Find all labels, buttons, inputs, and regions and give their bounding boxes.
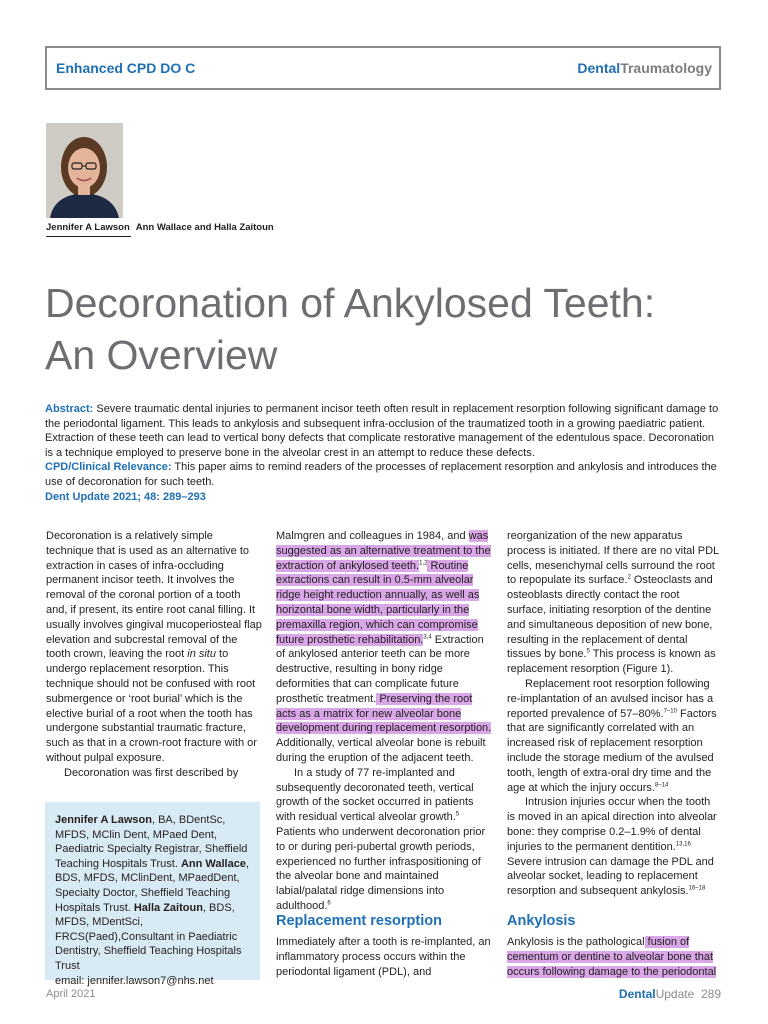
column-1 — [46, 529, 262, 781]
ref-sup: 5 — [455, 811, 460, 818]
ref-sup: 16–18 — [688, 885, 706, 892]
ref-sup: 3,4 — [423, 633, 432, 640]
heading-ankylosis: Ankylosis — [507, 913, 576, 929]
section-name: Traumatology — [620, 60, 712, 76]
author-underline — [46, 236, 131, 237]
highlight-1: was suggested as an alternative treatment to the extraction of ankylosed teeth. — [276, 530, 491, 572]
cpd-label: Enhanced CPD DO C — [56, 60, 196, 76]
info-cred-2: , BDS, MFDS, MClinDent, MPaedDent, Specialty Doctor, Sheffield Teaching Hospitals Trust. — [55, 857, 250, 914]
info-cred-3: , BDS, MFDS, MDentSci, FRCS(Paed),Consultant in Paediatric Dentistry, Sheffield Teaching Hospitals Trust — [55, 901, 242, 972]
col3-paragraph-1 — [507, 529, 721, 677]
title-line-2: An Overview — [45, 332, 278, 378]
col1-text-a: Decoronation is a relatively simple technique that is used as an alternative to extraction in cases of infra-occluding permanent incisor teeth. It involves the removal of the coronal portion of a tooth and, if present, its entire root canal filling. It usually involves gingival mucoperiosteal flap elevation and subcrestal removal of the tooth crown, leaving the root — [46, 530, 262, 661]
abstract-paragraph — [45, 402, 720, 460]
col3-text-b: Osteoclasts and osteoblasts directly contact the root surface, initiating resorption of the dentine and simultaneous deposition of new bone, resulting in the replacement of dental tissues by bone. — [507, 574, 713, 661]
col3-paragraph-4 — [507, 935, 721, 979]
footer-journal-name: Update — [655, 987, 695, 1001]
col2-paragraph-2 — [276, 766, 494, 914]
co-authors: Ann Wallace and Halla Zaitoun — [135, 222, 274, 233]
abstract — [45, 402, 720, 504]
citation: Dent Update 2021; 48: 289–293 — [45, 490, 206, 503]
info-name-1: Jennifer A Lawson — [55, 814, 152, 826]
col2-p2-text-b: Patients who underwent decoronation prior to or during peri-pubertal growth periods, experienced no further infraspositioning of the alveolar bone and maintained labial/palatal ridge dimensions into adulthood. — [276, 825, 486, 912]
author-photo — [46, 123, 123, 218]
col2-text-c: Additionally, vertical alveolar bone is rebuilt during the eruption of the adjacent teeth. — [276, 737, 486, 764]
footer-journal — [619, 987, 721, 1001]
ref-sup: 6 — [327, 900, 331, 907]
col3-p3-text-b: Severe intrusion can damage the PDL and alveolar socket, leading to replacement resorption and subsequent ankylosis. — [507, 855, 714, 898]
col2-paragraph-3: Immediately after a tooth is re-implanted, an inflammatory process occurs within the periodontal ligament (PDL), and — [276, 936, 491, 978]
col1-text-b: to undergo replacement resorption. This technique should not be confused with root submergence or ‘root burial’ which is the elective burial of a root when the tooth has undergone substantial traumatic fracture, such as that in a crown-root fracture with or without pulpal exposure. — [46, 648, 257, 764]
relevance-paragraph — [45, 460, 720, 489]
title-line-1: Decoronation of Ankylosed Teeth: — [45, 280, 656, 326]
ref-sup: 5 — [586, 648, 590, 655]
col2-p2-text-a: In a study of 77 re-implanted and subsequently decoronated teeth, vertical growth of the socket occurred in patients with residual vertical alveolar growth. — [276, 766, 474, 824]
relevance-text: This paper aims to remind readers of the processes of replacement resorption and ankylosis and introduces the use of decoronation for such teeth. — [45, 461, 717, 488]
first-author: Jennifer A Lawson — [46, 222, 130, 233]
highlight-2: Routine extractions can result in 0.5-mm alveolar ridge height reduction annually, as well as horizontal bone width, particularly in the premaxilla region, which can compromise future prosthetic rehabilitation. — [276, 559, 480, 646]
ref-sup: 8–14 — [654, 781, 669, 788]
col1-paragraph-2: Decoronation was first described by — [64, 766, 239, 779]
ref-sup: 2 — [627, 574, 631, 581]
col1-paragraph-1 — [46, 529, 262, 766]
col2-text-b: Extraction of ankylosed anterior teeth can be more destructive, resulting in bony ridge deformities that can complicate future prosthetic treatment. — [276, 633, 484, 705]
column-3 — [507, 529, 721, 899]
author-email[interactable]: email: jennifer.lawson7@nhs.net — [55, 974, 214, 987]
highlight-3: Preserving the root acts as a matrix for new alveolar bone development during replacement resorption. — [276, 692, 492, 735]
header-bar — [45, 46, 721, 90]
issue-date: April 2021 — [46, 988, 96, 1000]
col3-p3-text-a: Intrusion injuries occur when the tooth is moved in an apical direction into alveolar bone: they comprise 0.2–1.9% of dental injuries to the permanent dentition. — [507, 796, 717, 853]
highlight-4: fusion of cementum or dentine to alveolar bone that occurs following damage to the periodontal — [507, 936, 717, 978]
col3-paragraph-3 — [507, 795, 721, 899]
info-cred-1: , BA, BDentSc, MFDS, MClin Dent, MPaed Dent, Paediatric Specialty Registrar, Sheffield Teaching Hospitals Trust. — [55, 814, 248, 870]
col1-italic: in situ — [187, 648, 216, 661]
section-label — [577, 60, 712, 76]
column-2 — [276, 529, 494, 914]
author-info-box — [45, 802, 260, 987]
relevance-label: CPD/Clinical Relevance: — [45, 461, 172, 474]
author-line — [46, 222, 274, 233]
col3-p2-text-b: Factors that are significantly correlated with an increased risk of replacement resorption include the storage medium of the avulsed tooth, length of extra-oral dry time and the age at which the injury occurs. — [507, 707, 717, 794]
brand-name: Dental — [577, 60, 621, 76]
col3-text-c: This process is known as replacement resorption (Figure 1). — [507, 648, 716, 676]
heading-replacement-resorption: Replacement resorption — [276, 913, 442, 929]
footer-brand: Dental — [618, 987, 656, 1001]
col2-text-a: Malmgren and colleagues in 1984, and — [276, 530, 469, 542]
abstract-label: Abstract: — [45, 403, 94, 415]
col3-p4-text: Ankylosis is the pathological — [507, 936, 645, 948]
page-number: 289 — [700, 987, 721, 1001]
author-portrait-illustration — [46, 123, 123, 218]
col3-text-a: reorganization of the new apparatus process is initiated. If there are no vital PDL cells, mesenchymal cells surround the root to repopulate its surface. — [507, 530, 719, 587]
ref-sup: 13,16 — [675, 841, 691, 848]
info-name-3: Halla Zaitoun — [133, 901, 203, 914]
ref-sup: 1,2 — [419, 559, 428, 566]
info-name-2: Ann Wallace — [180, 857, 246, 870]
col3-paragraph-2 — [507, 677, 721, 795]
abstract-text: Severe traumatic dental injuries to permanent incisor teeth often result in replacement resorption following significant damage to the periodontal ligament. This leads to ankylosis and subsequent infra-occlusion of the traumatized tooth in a growing paediatric patient. Extraction of these teeth can lead to vertical bony defects that complicate restorative management of the edentulous space. Decoronation is a technique employed to preserve bone in the alveolar crest in an attempt to reduce these defects. — [45, 403, 719, 459]
col3-p2-text-a: Replacement root resorption following re-implantation of an avulsed incisor has a reported prevalence of 57–80%. — [507, 677, 714, 720]
article-title — [45, 277, 735, 381]
ref-sup: 7–10 — [663, 707, 677, 714]
col2-paragraph-1 — [276, 529, 494, 766]
